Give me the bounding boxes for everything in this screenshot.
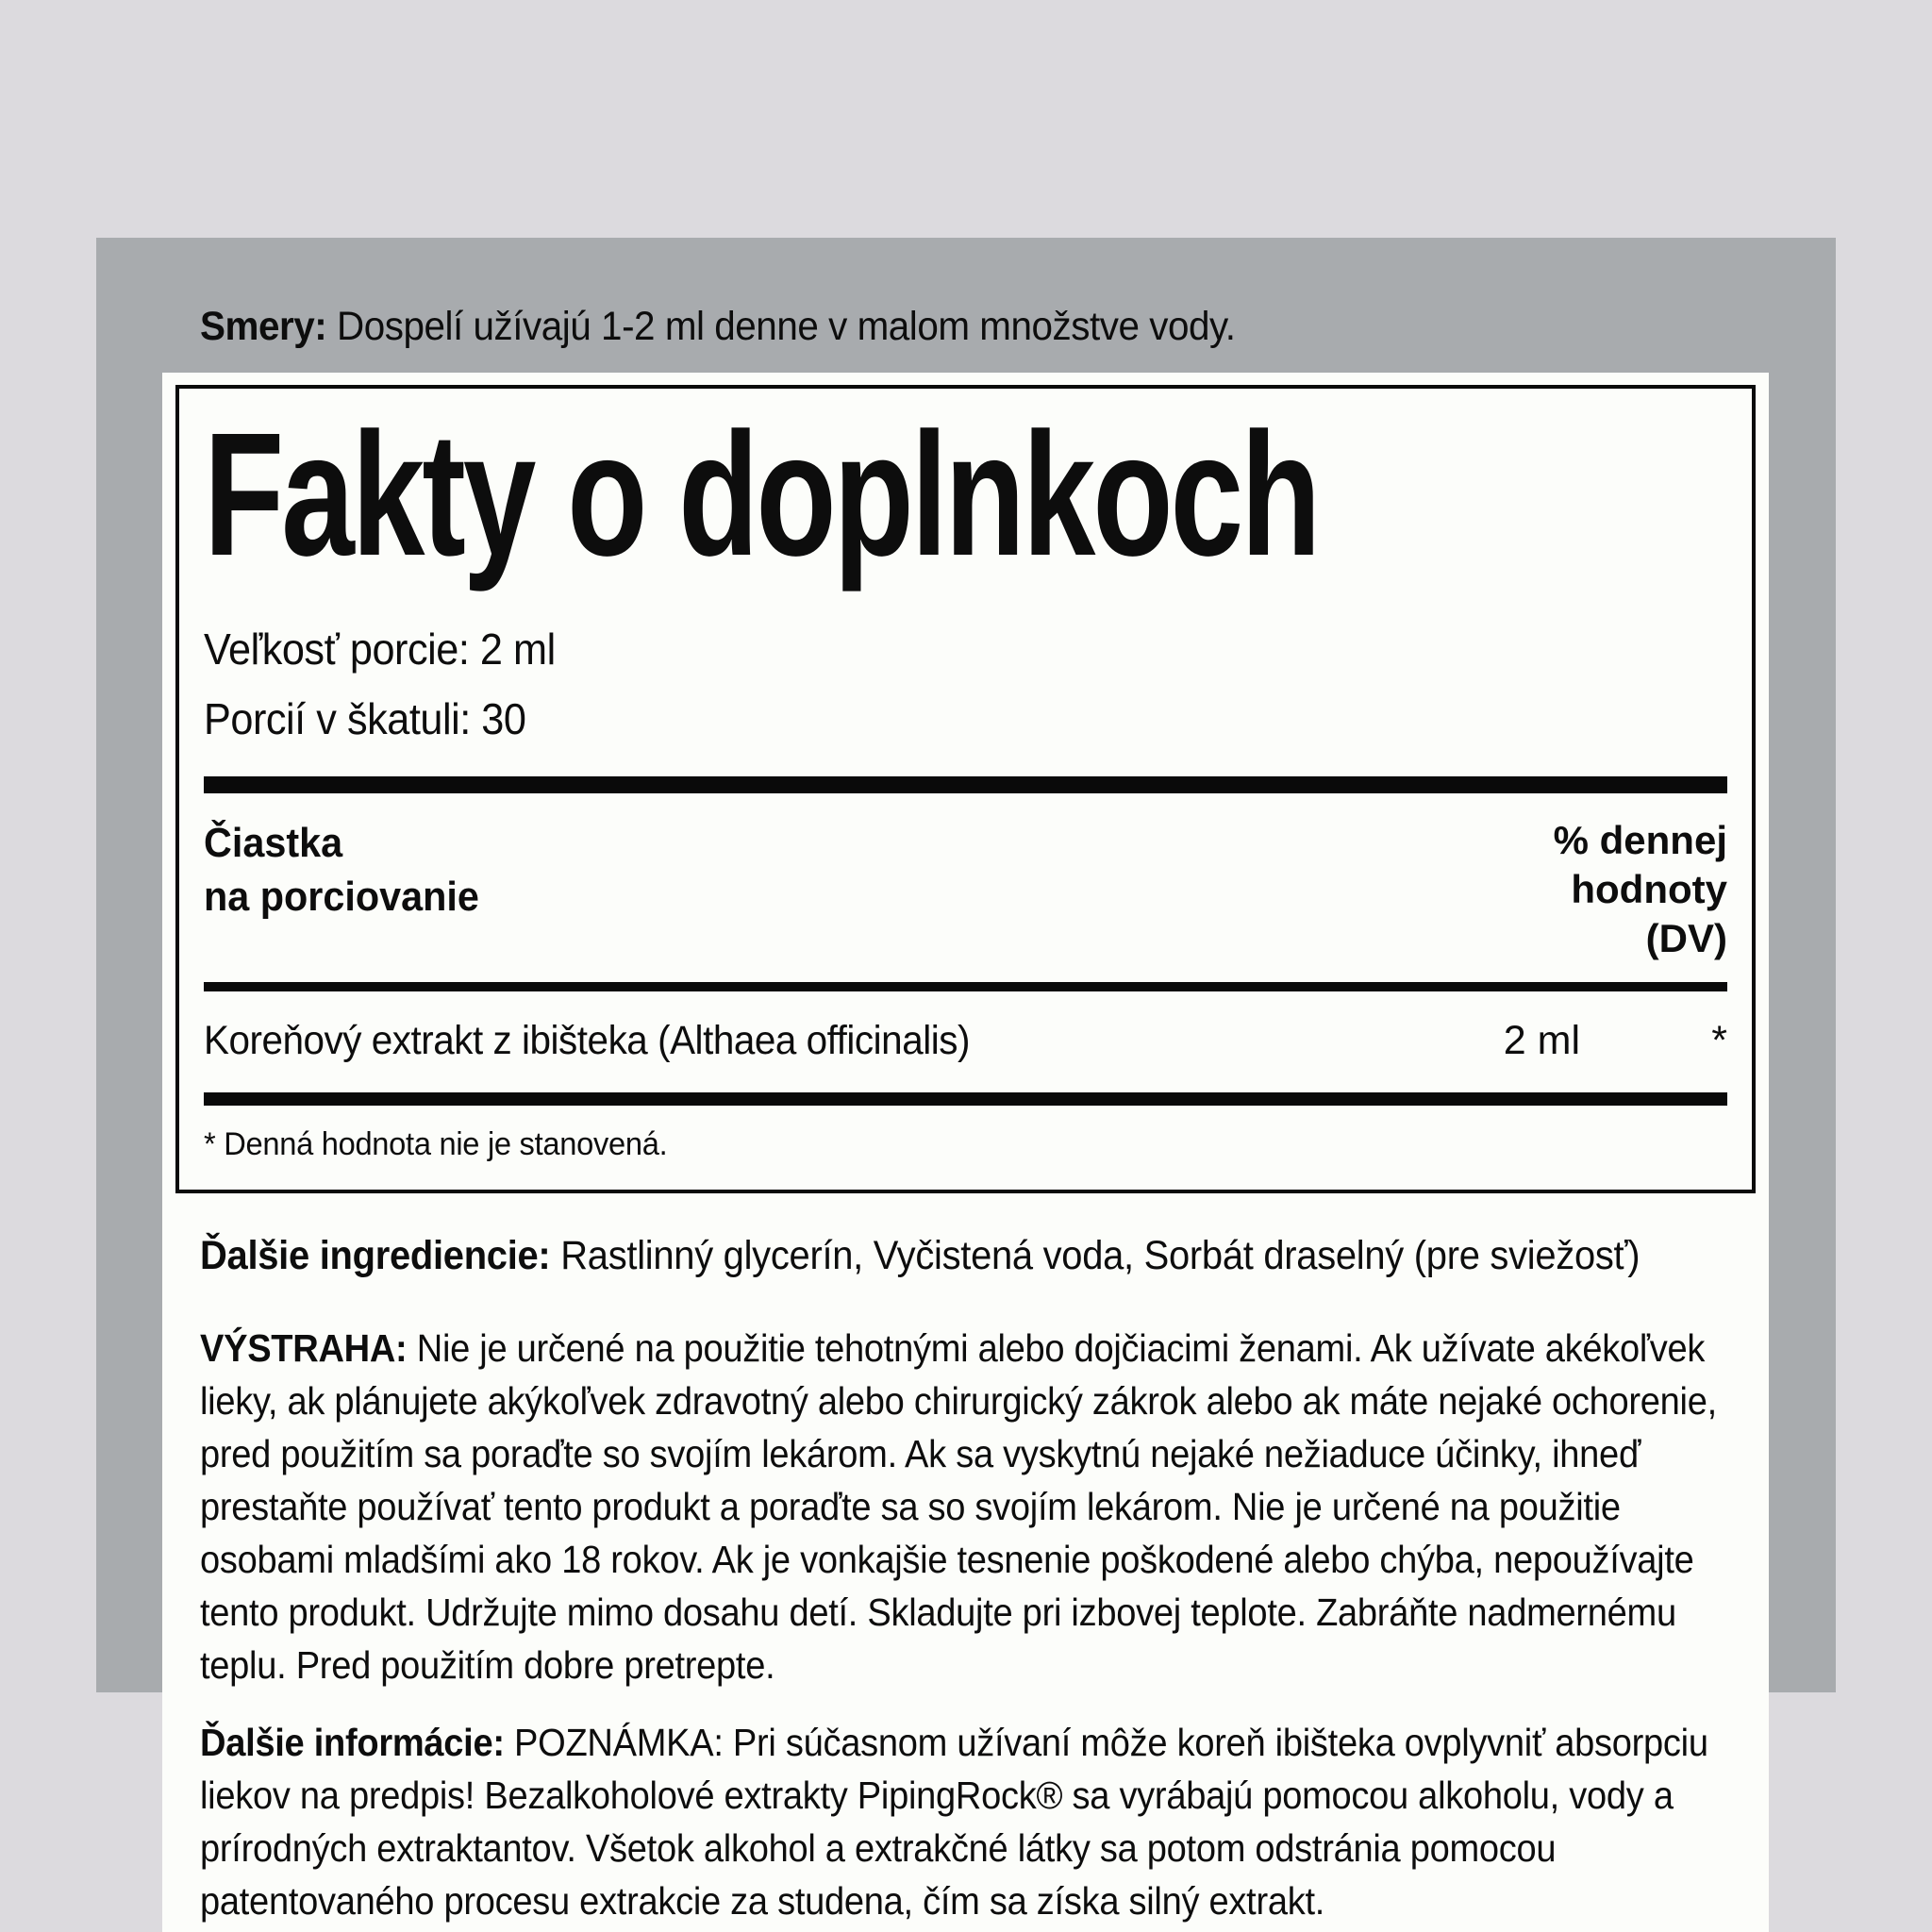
additional-info-label: Ďalšie informácie: bbox=[200, 1721, 505, 1765]
dv-header-line2: hodnoty bbox=[1571, 867, 1727, 912]
supplement-label bbox=[162, 373, 1769, 1932]
divider-medium-2 bbox=[204, 1092, 1727, 1106]
ingredient-amount: 2 ml bbox=[1503, 1018, 1580, 1064]
ingredient-row bbox=[204, 991, 1727, 1092]
other-ingredients-text: Rastlinný glycerín, Vyčistená voda, Sorbát draselný (pre sviežosť) bbox=[560, 1233, 1641, 1279]
label-panel bbox=[96, 238, 1836, 1924]
facts-box bbox=[175, 385, 1756, 1193]
ingredient-name: Koreňový extrakt z ibišteka (Althaea officinalis) bbox=[204, 1018, 970, 1064]
divider-thick bbox=[204, 776, 1727, 793]
directions-label: Smery: bbox=[200, 304, 327, 349]
dv-header bbox=[1554, 816, 1727, 963]
servings-per-container: Porcií v škatuli: 30 bbox=[204, 694, 526, 744]
warning-text: Nie je určené na použitie tehotnými alebo dojčiacimi ženami. Ak užívate akékoľvek lieky, ak plánujete akýkoľvek zdravotný alebo chirurgický zákrok alebo ak máte nejaké ochorenie, pred použitím sa poraďte so svojím lekárom. Ak sa vyskytnú nejaké nežiaduce účinky, ihneď prestaňte používať tento produkt a poraďte sa so svojím lekárom. Nie je určené na použitie osobami mladšími ako 18 rokov. Ak je vonkajšie tesnenie poškodené alebo chýba, nepoužívajte tento produkt. Udržujte mimo dosahu detí. Skladujte pri izbovej teplote. Zabráňte nadmernému teplu. Pred použitím dobre pretrepte. bbox=[200, 1326, 1717, 1688]
table-header-row bbox=[204, 816, 1727, 963]
amount-header-line1: Čiastka bbox=[204, 820, 343, 867]
ingredient-dv: * bbox=[1711, 1018, 1727, 1064]
divider-medium bbox=[204, 982, 1727, 991]
additional-info bbox=[200, 1716, 1732, 1927]
other-ingredients-label: Ďalšie ingrediencie: bbox=[200, 1233, 551, 1279]
dv-footnote: * Denná hodnota nie je stanovená. bbox=[204, 1126, 668, 1163]
other-ingredients bbox=[200, 1229, 1732, 1282]
additional-info-text: POZNÁMKA: Pri súčasnom užívaní môže koreň ibišteka ovplyvniť absorpciu liekov na predpis! Bezalkoholové extrakty PipingRock® sa vyrábajú pomocou alkoholu, vody a prírodných extraktantov. Všetok alkohol a extrakčné látky sa potom odstránia pomocou patentovaného procesu extrakcie za studena, čím sa získa silný extrakt. bbox=[200, 1721, 1708, 1924]
warning-label: VÝSTRAHA: bbox=[200, 1326, 408, 1371]
directions-line bbox=[200, 304, 1236, 350]
directions-text: Dospelí užívajú 1-2 ml denne v malom množstve vody. bbox=[336, 304, 1236, 349]
amount-header bbox=[204, 816, 479, 924]
dv-header-line3: (DV) bbox=[1645, 916, 1727, 961]
dv-header-line1: % dennej bbox=[1553, 818, 1727, 863]
warning-paragraph bbox=[200, 1322, 1732, 1691]
serving-size: Veľkosť porcie: 2 ml bbox=[204, 625, 556, 675]
facts-title: Fakty o doplnkoch bbox=[204, 397, 1319, 592]
amount-header-line2: na porciovanie bbox=[204, 874, 479, 921]
